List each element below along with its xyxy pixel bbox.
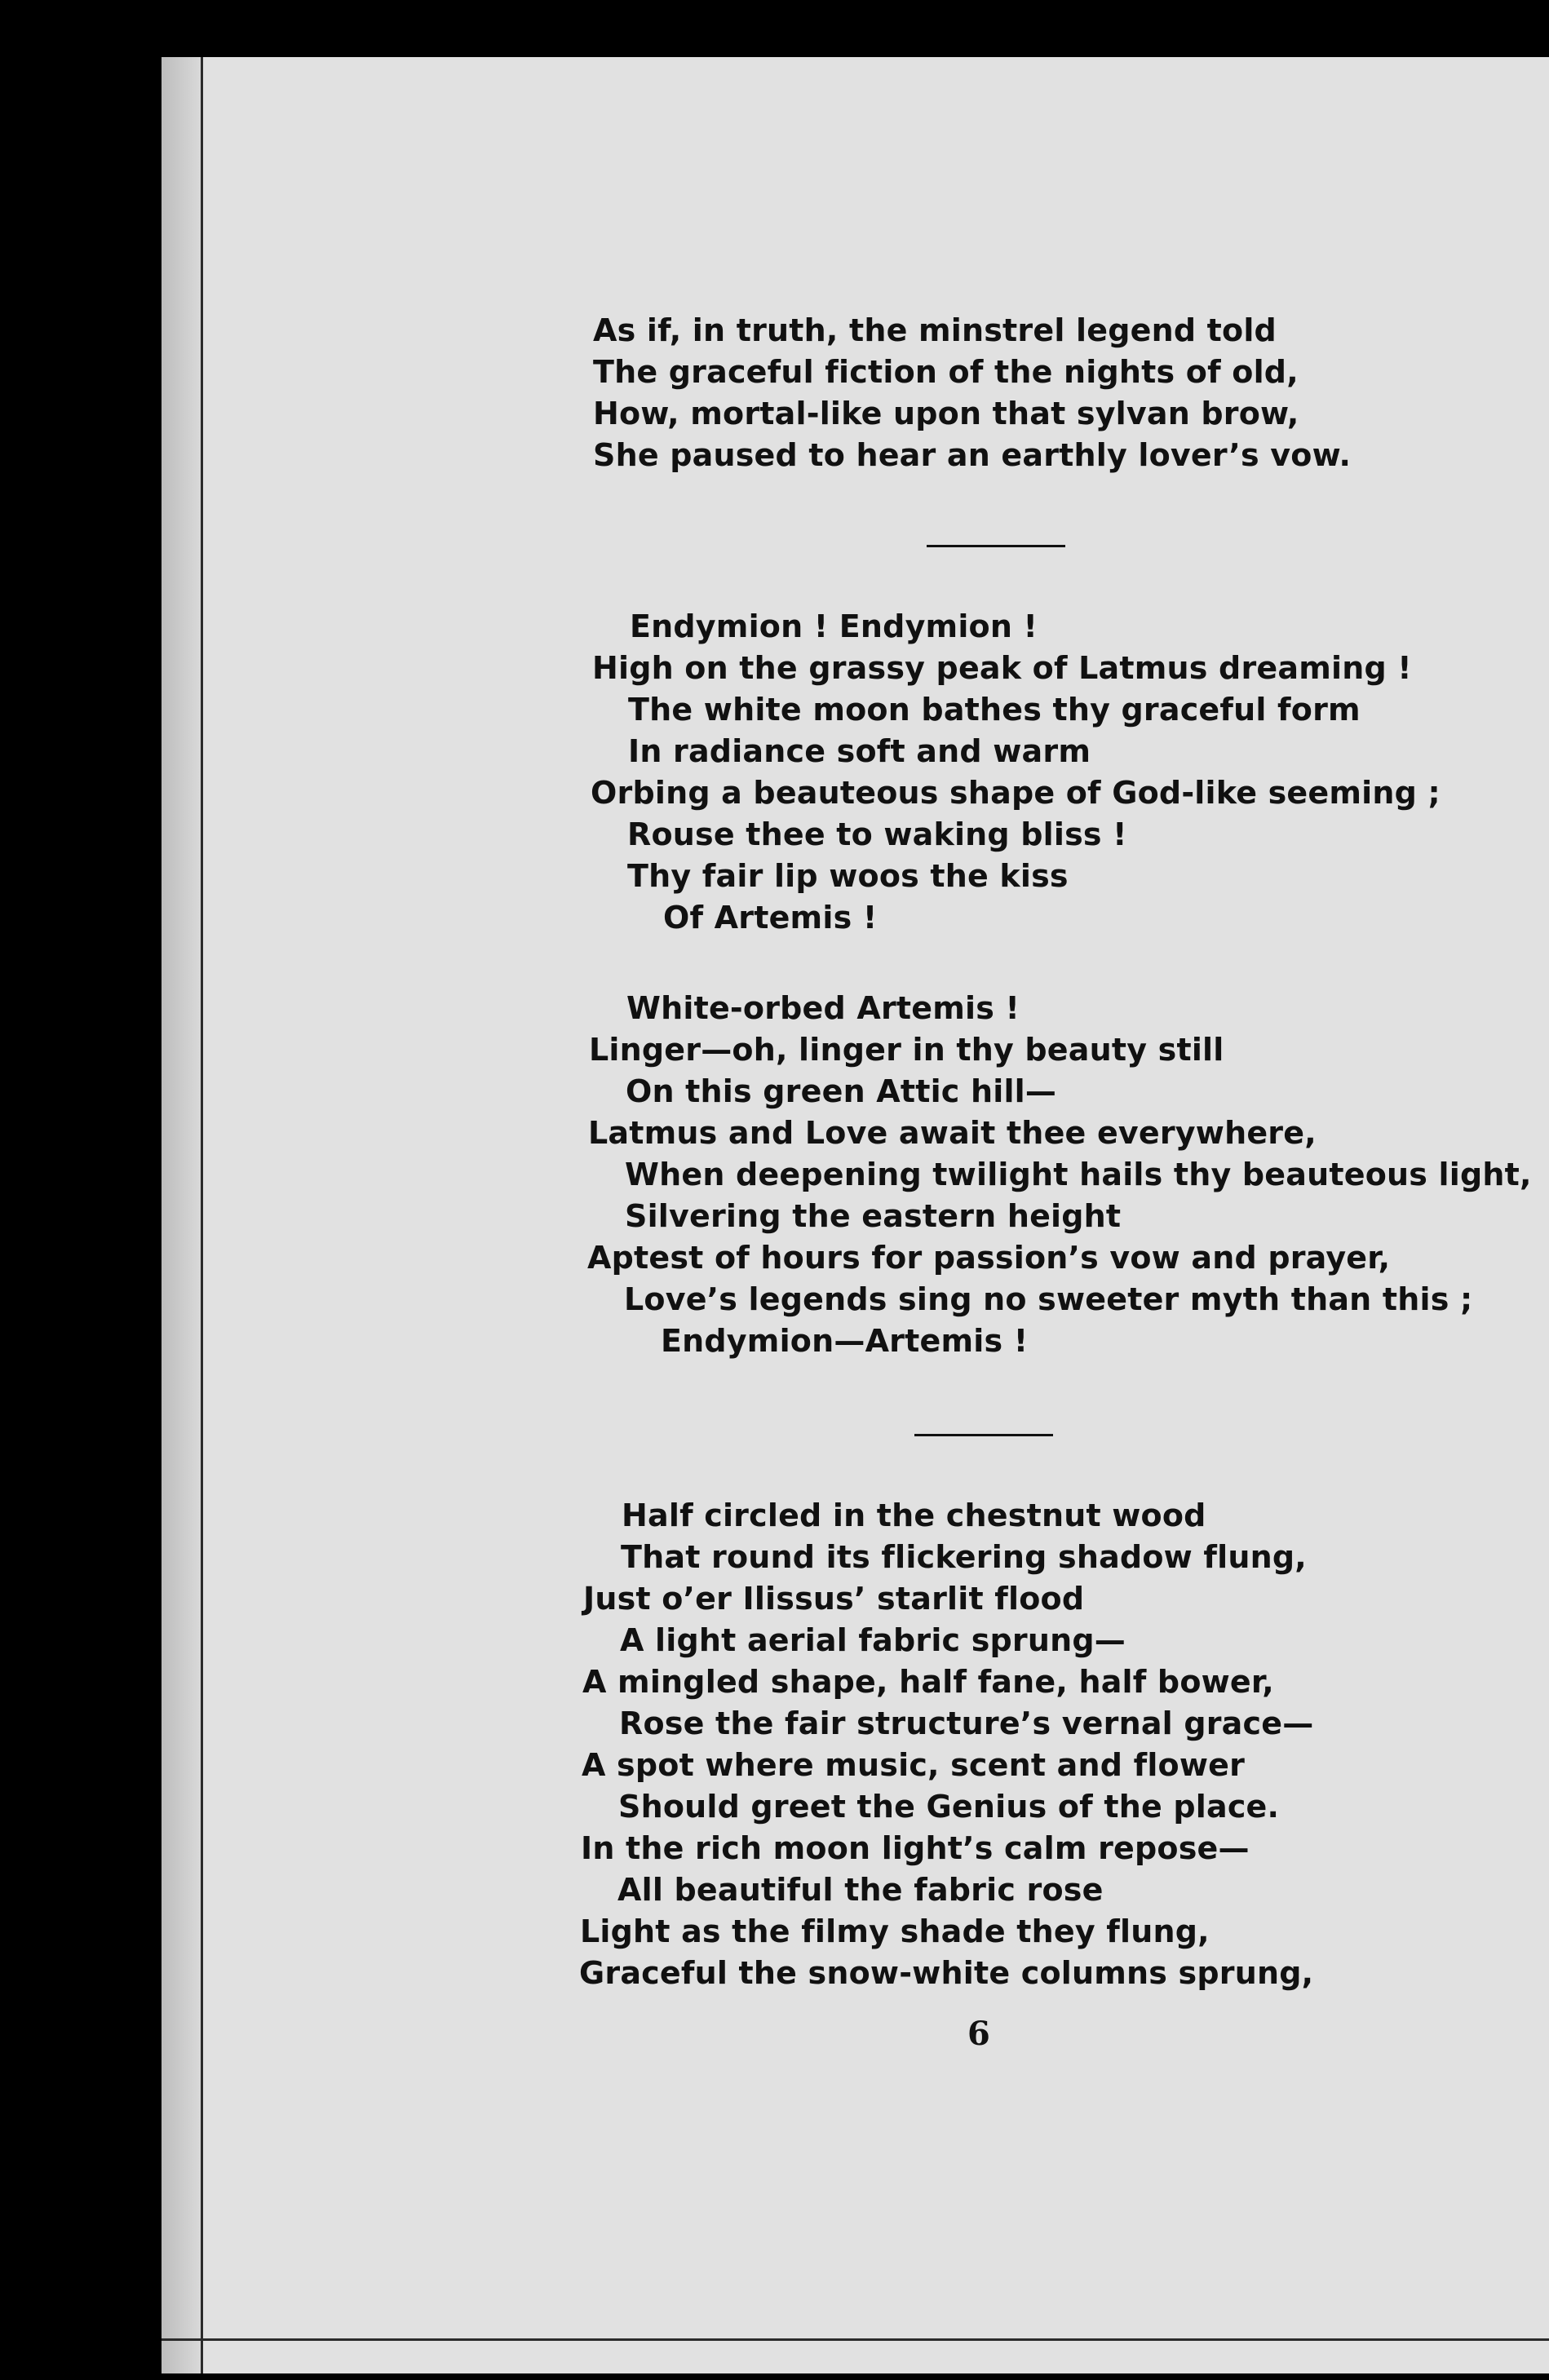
poem-line: Rose the fair structure’s vernal grace— [619,1705,1314,1741]
poem-line: That round its flickering shadow flung, [621,1539,1307,1575]
poem-line: A light aerial fabric sprung— [620,1622,1126,1658]
poem-line: In radiance soft and warm [628,733,1091,769]
poem-line: Light as the filmy shade they flung, [580,1913,1210,1949]
page-binding-edge [201,57,203,2373]
poem-line: Should greet the Genius of the place. [618,1789,1280,1825]
poem-line: Endymion—Artemis ! [661,1323,1029,1359]
poem-line: White-orbed Artemis ! [626,990,1020,1026]
poem-line: Orbing a beauteous shape of God-like seeming ; [591,775,1441,811]
poem-line: She paused to hear an earthly lover’s vow. [593,437,1352,473]
poem-line: Rouse thee to waking bliss ! [627,816,1127,852]
poem-line: As if, in truth, the minstrel legend told [593,312,1277,348]
poem-line: Half circled in the chestnut wood [622,1497,1206,1533]
poem-line: Love’s legends sing no sweeter myth than this ; [624,1281,1473,1317]
poem-line: Thy fair lip woos the kiss [627,858,1069,894]
poem-line: In the rich moon light’s calm repose— [581,1830,1250,1866]
poem-line: Graceful the snow-white columns sprung, [579,1955,1314,1991]
page-number: 6 [967,2015,990,2053]
poem-line: The white moon bathes thy graceful form [628,692,1361,728]
poem-line: Just o’er Ilissus’ starlit flood [583,1581,1085,1617]
poem-line: A mingled shape, half fane, half bower, [582,1664,1274,1700]
poem-line: Of Artemis ! [663,900,878,936]
poem-line: Linger—oh, linger in thy beauty still [589,1032,1224,1068]
poem-line: Latmus and Love await thee everywhere, [588,1115,1317,1151]
page-bottom-edge [162,2338,1549,2341]
section-divider [914,1434,1053,1436]
page-binding-shadow [162,57,201,2373]
poem-line: The graceful fiction of the nights of old, [593,354,1299,390]
section-divider [927,545,1065,547]
poem-line: When deepening twilight hails thy beauteous light, [625,1157,1532,1192]
poem-line: All beautiful the fabric rose [617,1872,1104,1908]
poem-line: Endymion ! Endymion ! [630,608,1038,644]
poem-line: How, mortal-like upon that sylvan brow, [593,396,1299,431]
poem-line: On this green Attic hill— [626,1073,1057,1109]
poem-line: High on the grassy peak of Latmus dreaming ! [592,650,1412,686]
poem-line: A spot where music, scent and flower [582,1747,1246,1783]
poem-line: Aptest of hours for passion’s vow and prayer, [587,1240,1391,1276]
poem-line: Silvering the eastern height [625,1198,1122,1234]
